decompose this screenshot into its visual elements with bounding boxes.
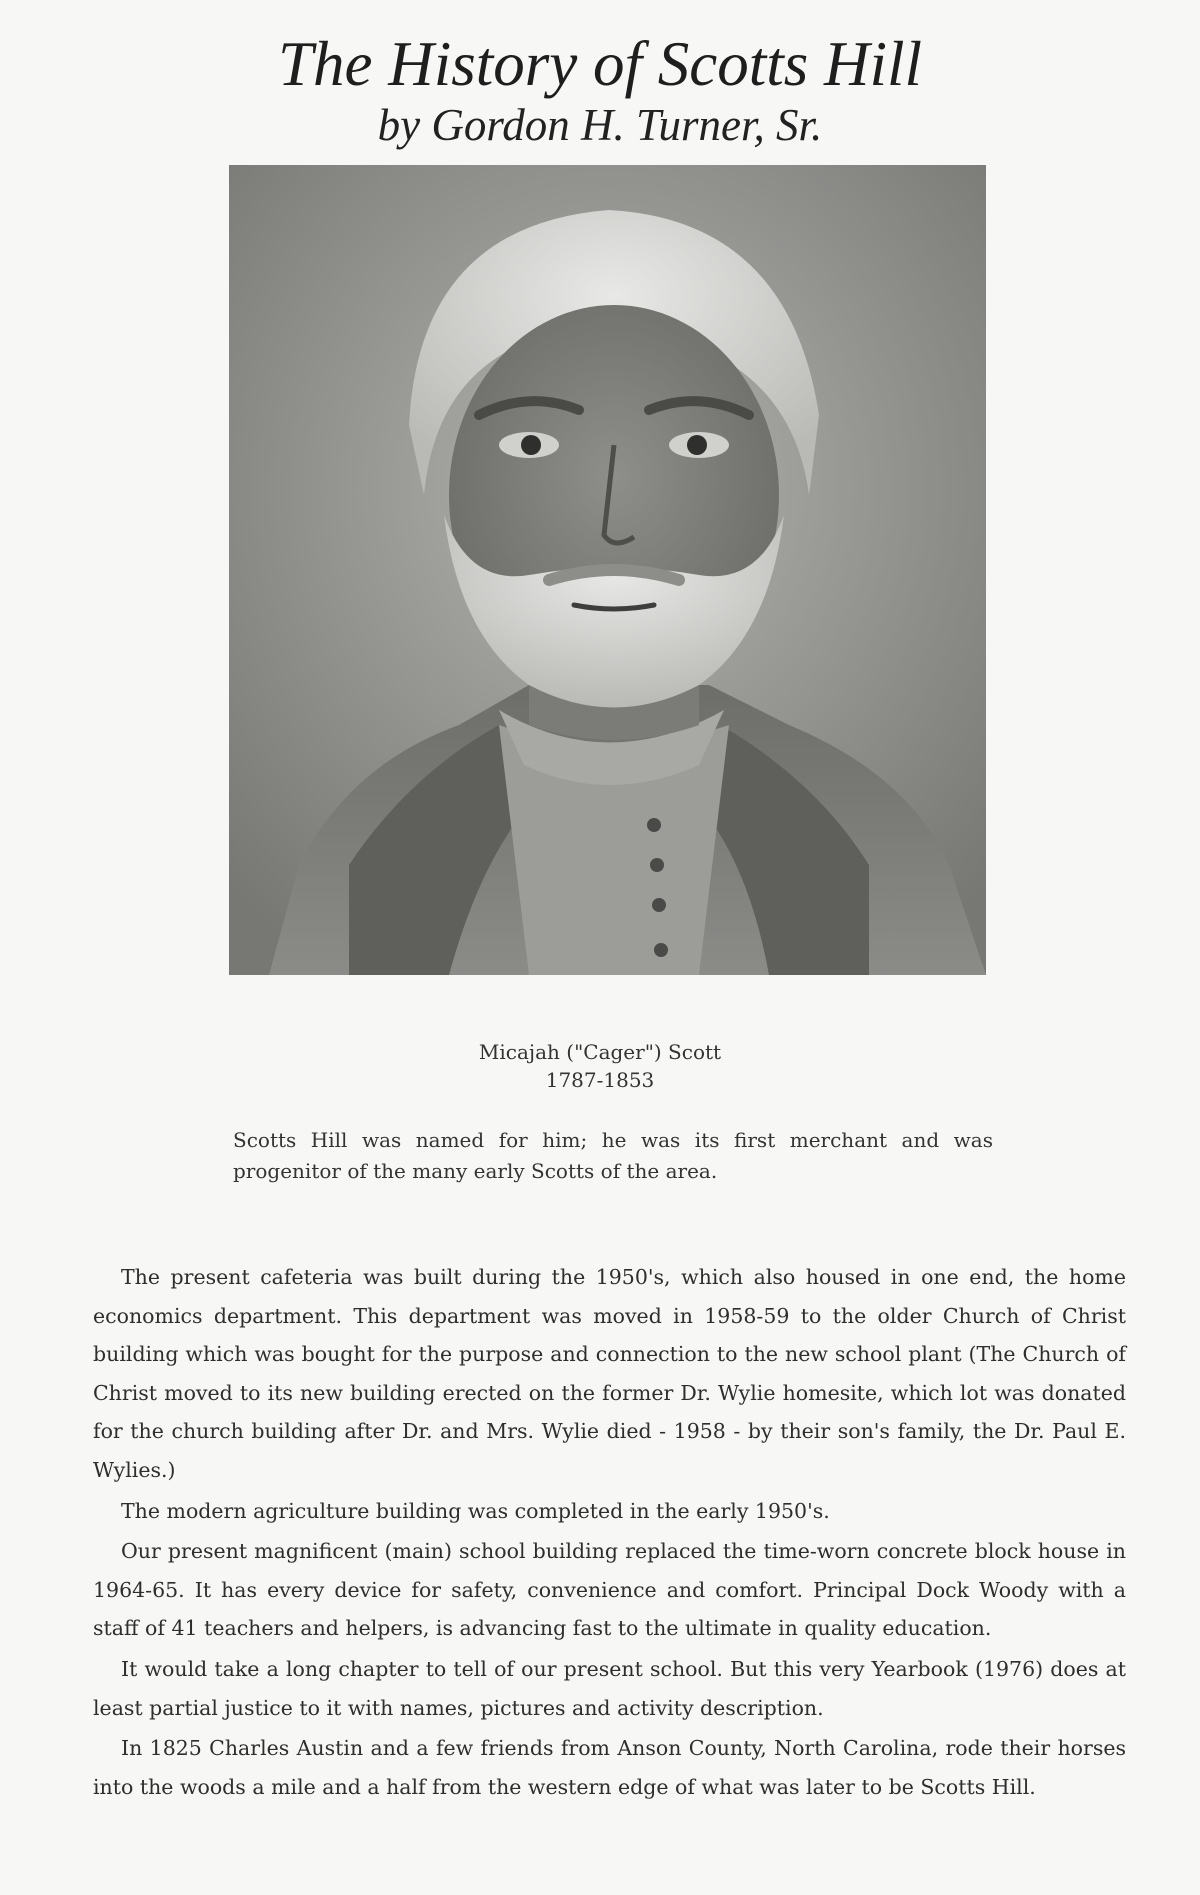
author-byline: by Gordon H. Turner, Sr. — [377, 100, 823, 150]
caption-name: Micajah ("Cager") Scott — [478, 1040, 722, 1064]
caption-years: 1787-1853 — [545, 1068, 655, 1092]
page-title: The History of Scotts Hill — [278, 29, 922, 99]
paragraph: In 1825 Charles Austin and a few friends from Anson County, North Carolina, rode their horses into the woods a mile and a half from the western edge of what was later to be Scotts Hill. — [93, 1736, 1126, 1799]
paragraph: Our present magnificent (main) school building replaced the time-worn concrete block house in 1964-65. It has every device for safety, convenience and comfort. Principal Dock Woody with a staff of 41 teachers and helpers, is advancing fast to the ultimate in quality education. — [93, 1539, 1126, 1641]
portrait-drawing — [229, 165, 986, 975]
paragraph: The modern agriculture building was completed in the early 1950's. — [121, 1498, 830, 1523]
portrait-image — [229, 165, 986, 975]
paragraph: The present cafeteria was built during the 1950's, which also housed in one end, the home economics department. This department was moved in 1958-59 to the older Church of Christ building which was bought for the purpose and connection to the new school plant (The Church of Christ moved to its new building erected on the former Dr. Wylie homesite, which lot was donated for the church building after Dr. and Mrs. Wylie died - 1958 - by their son's family, the Dr. Paul E. Wylies.) — [93, 1265, 1126, 1482]
caption-description: Scotts Hill was named for him; he was its first merchant and was progenitor of the many early Scotts of the area. — [233, 1128, 993, 1183]
article-body — [93, 1258, 1126, 1808]
paragraph: It would take a long chapter to tell of our present school. But this very Yearbook (1976) does at least partial justice to it with names, pictures and activity description. — [93, 1656, 1126, 1720]
